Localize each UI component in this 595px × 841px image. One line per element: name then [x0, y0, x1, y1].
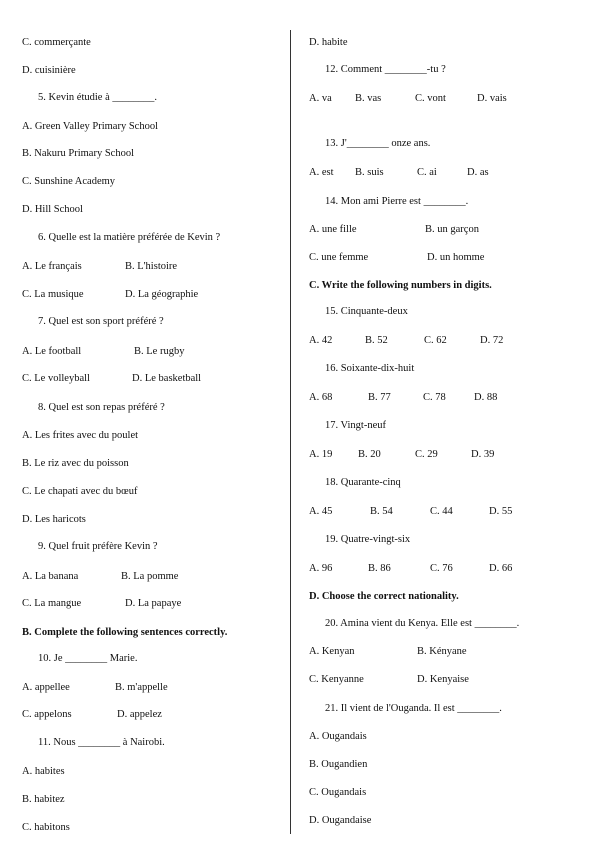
answer-option: A. va	[309, 93, 332, 104]
answer-option: C. 29	[415, 449, 438, 460]
answer-option: A. Les frites avec du poulet	[22, 430, 139, 441]
answer-option: D. Les haricots	[22, 514, 86, 525]
question: 17. Vingt-neuf	[325, 420, 387, 431]
question: 7. Quel est son sport préféré ?	[38, 316, 164, 327]
answer-option: C. Kenyanne	[309, 674, 364, 685]
answer-option: A. habites	[22, 766, 65, 777]
question: 10. Je ________ Marie.	[38, 653, 138, 664]
answer-option: A. Le français	[22, 261, 82, 272]
answer-option: C. 62	[424, 335, 447, 346]
answer-option: A. est	[309, 167, 334, 178]
answer-option: D. 88	[474, 392, 498, 403]
question: 20. Amina vient du Kenya. Elle est ________.	[325, 618, 520, 629]
answer-option: D. Hill School	[22, 204, 83, 215]
answer-option: B. habitez	[22, 794, 65, 805]
answer-option: C. ai	[417, 167, 437, 178]
answer-option: D. 72	[480, 335, 504, 346]
answer-option: B. suis	[355, 167, 384, 178]
answer-option: B. 54	[370, 506, 393, 517]
answer-option: B. L'histoire	[125, 261, 178, 272]
answer-option: D. un homme	[427, 252, 485, 263]
section-heading: B. Complete the following sentences correctly.	[22, 627, 228, 638]
question: 16. Soixante-dix-huit	[325, 363, 415, 374]
answer-option: C. Sunshine Academy	[22, 176, 116, 187]
answer-option: D. cuisinière	[22, 65, 76, 76]
answer-option: C. La mangue	[22, 598, 82, 609]
question: 11. Nous ________ à Nairobi.	[38, 737, 165, 748]
answer-option: A. 96	[309, 563, 333, 574]
answer-option: B. vas	[355, 93, 382, 104]
answer-option: B. La pomme	[121, 571, 179, 582]
answer-option: C. une femme	[309, 252, 369, 263]
answer-option: D. La papaye	[125, 598, 182, 609]
answer-option: D. La géographie	[125, 289, 199, 300]
answer-option: B. 86	[368, 563, 391, 574]
answer-option: B. un garçon	[425, 224, 479, 235]
answer-option: D. as	[467, 167, 489, 178]
answer-option: B. 20	[358, 449, 381, 460]
answer-option: D. habite	[309, 37, 348, 48]
question: 19. Quatre-vingt-six	[325, 534, 411, 545]
answer-option: D. 55	[489, 506, 513, 517]
answer-option: B. Nakuru Primary School	[22, 148, 134, 159]
question: 13. J'________ onze ans.	[325, 138, 431, 149]
answer-option: A. Ougandais	[309, 731, 367, 742]
question: 14. Mon ami Pierre est ________.	[325, 196, 469, 207]
answer-option: C. La musique	[22, 289, 84, 300]
answer-option: D. 39	[471, 449, 495, 460]
answer-option: B. Kényane	[417, 646, 467, 657]
question: 15. Cinquante-deux	[325, 306, 408, 317]
answer-option: C. commerçante	[22, 37, 91, 48]
answer-option: D. Ougandaise	[309, 815, 372, 826]
question: 6. Quelle est la matière préférée de Kevin ?	[38, 232, 221, 243]
answer-option: A. une fille	[309, 224, 357, 235]
answer-option: A. Green Valley Primary School	[22, 121, 158, 132]
answer-option: B. Le rugby	[134, 346, 185, 357]
answer-option: D. Le basketball	[132, 373, 202, 384]
answer-option: A. appellee	[22, 682, 70, 693]
answer-option: B. Le riz avec du poisson	[22, 458, 129, 469]
answer-option: C. habitons	[22, 822, 70, 833]
answer-option: C. appelons	[22, 709, 72, 720]
answer-option: D. appelez	[117, 709, 162, 720]
answer-option: C. vont	[415, 93, 446, 104]
section-heading: C. Write the following numbers in digits.	[309, 280, 492, 291]
answer-option: A. 19	[309, 449, 333, 460]
answer-option: C. Ougandais	[309, 787, 367, 798]
answer-option: B. Ougandien	[309, 759, 368, 770]
answer-option: D. Kenyaise	[417, 674, 469, 685]
column-divider	[290, 30, 291, 834]
answer-option: A. 68	[309, 392, 333, 403]
question: 9. Quel fruit préfère Kevin ?	[38, 541, 158, 552]
answer-option: C. Le volleyball	[22, 373, 90, 384]
question: 8. Quel est son repas préféré ?	[38, 402, 165, 413]
answer-option: C. Le chapati avec du bœuf	[22, 486, 138, 497]
question: 12. Comment ________-tu ?	[325, 64, 446, 75]
question: 5. Kevin étudie à ________.	[38, 92, 157, 103]
answer-option: B. m'appelle	[115, 682, 168, 693]
question: 18. Quarante-cinq	[325, 477, 401, 488]
section-heading: D. Choose the correct nationality.	[309, 591, 459, 602]
answer-option: C. 78	[423, 392, 446, 403]
answer-option: A. Le football	[22, 346, 82, 357]
answer-option: C. 76	[430, 563, 453, 574]
answer-option: A. 45	[309, 506, 333, 517]
answer-option: D. 66	[489, 563, 513, 574]
answer-option: D. vais	[477, 93, 507, 104]
answer-option: A. La banana	[22, 571, 79, 582]
answer-option: B. 77	[368, 392, 391, 403]
answer-option: B. 52	[365, 335, 388, 346]
answer-option: A. Kenyan	[309, 646, 355, 657]
answer-option: C. 44	[430, 506, 453, 517]
question: 21. Il vient de l'Ouganda. Il est ________.	[325, 703, 502, 714]
answer-option: A. 42	[309, 335, 333, 346]
